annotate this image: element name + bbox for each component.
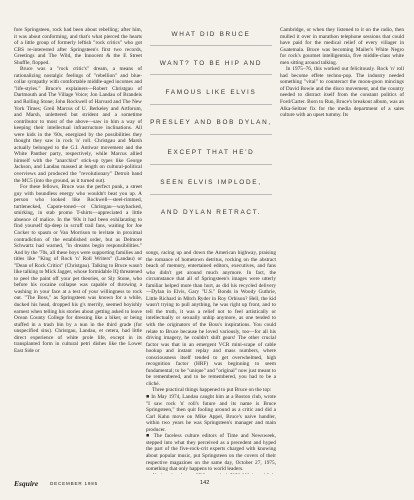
issue-date: DECEMBER 1985 bbox=[50, 480, 98, 486]
pull-quote-divider bbox=[150, 74, 272, 75]
bullet-paragraph: ■ The faceless culture editors of Time and Newsweek, stepped into what they perceived as a precedent and hyped the part of the five-rock-crit experts charged with knowing about popular music, put Springsteen on the covers of their respective magazines on the same day, October 27, 1975, something that only happens to world leaders. bbox=[146, 433, 276, 473]
pull-quote-divider bbox=[150, 134, 272, 135]
pull-quote bbox=[146, 27, 276, 245]
page-number: 142 bbox=[200, 480, 210, 486]
pull-quote-line: WHAT DID BRUCE bbox=[171, 31, 251, 38]
page-footer bbox=[14, 479, 404, 491]
body-paragraph: songs, racing up and down the American highway, praising the romance of hometown detritus, rocking on the abstract beach of memory, entertained editors, executives, and fans who didn't get around much anymore. In fact, the circumstance that all of Springsteen's images were utterly familiar helped more than hurt, as did his recycled delivery—Dylan in Elvis, Gary "U.S." Bonds in Woody Guthrie, Little Richard in Mitch Ryder in Roy Orbison? Hell, the kid wasn't trying to pull anything, he was right up front, and to tell the truth, it was a relief not to feel artistically or intellectually or sexually unhip anymore, as one tended to with the originators of the Boss's inspirations. You could relate to Bruce because he loved variously, too—for all his driving imagery, he couldn't shift gears! The other crucial factor was that in an emergent VCR mini-scape of cable hookup and instant replay and mass numbers, where consciousness itself tended to get overwhelmed, high recognition factor (HRF) was beginning to seem fundamental; to be "unique" and "original" now just meant to be remembered, and to be remembered, you had to be a cliché. bbox=[146, 250, 276, 387]
body-paragraph: Bruce was a "rock critic's" dream, a means of rationalizing nostalgic feelings of "rebellion" and blue-collar sympathy with comfortable middle-aged incomes and "life-styles." Bruce's explainers—Robert Christgau of Dartmouth and The Village Voice; Jon Landau of Brandeis and Rolling Stone; John Rockwell of Harvard and The New York Times; Greil Marcus of U. Berkeley and Artforum, and Marsh, unlettered but strident and a sometime contributor to most of the above—saw in him a way of keeping their intellectual infrastructure inclinations. All were kids in the '60s, energized by the possibilities they thought they saw in rock 'n' roll. Christgau and Marsh actually belonged to the G.I. Antiwar movement and the White Panther party, respectively, while Marcus allied himself with the "anarchist" stick-up types like George Jackson, and Landau massed at length on cultural-political overviews and produced the "revolutionary" Detroit band the MC5 (into the ground, as it turned out). bbox=[14, 66, 142, 184]
pull-quote-divider bbox=[150, 104, 272, 105]
magazine-name: Esquire bbox=[14, 479, 39, 488]
pull-quote-divider bbox=[150, 45, 272, 46]
pull-quote-line: AND DYLAN RETRACT. bbox=[160, 209, 262, 216]
pull-quote-line: WANT? TO BE HIP AND bbox=[159, 60, 263, 67]
bullet-paragraph: ■ In May 1974, Landau caught him at a Boston club, wrote "I saw rock 'n' roll's future and its name is Bruce Springsteen," then quit fooling around as a critic and did a Carl Kahn move on Mike Appel, Bruce's naive handler, within two years he was Springsteen's manager and main producer. bbox=[146, 394, 276, 433]
pull-quote-divider bbox=[150, 194, 272, 195]
pull-quote-line: FAMOUS LIKE ELVIS bbox=[165, 89, 257, 96]
body-paragraph: Three practical things happened to put Bruce on the top: bbox=[152, 387, 272, 394]
left-text-column bbox=[14, 27, 142, 474]
right-text-column bbox=[280, 27, 404, 474]
pull-quote-line: SEEN ELVIS IMPLODE, bbox=[160, 179, 262, 186]
bullet-paragraph bbox=[146, 473, 276, 474]
body-paragraph: For these fellows, Bruce was the perfect punk, a street guy with boundless energy who wouldn't beat you up. A person who looked like Rockwell—steel-rimmed, turtlenecked, Capote-toned—or Christgau—waybacked, smirking, in stab promo T-shirts—appreciated a little absence of malice. In the '60s it had been exhilarating to find yourself tip-deep in scruff trail fans, waiting for Joe Cocker to spasm or Van Morrison to levitate in proximal contradiction of the established order, but as Delmore Schwartz had warned, "in dreams begin responsibilities." And by the '70s, all these boys were supporting families and titles like "King of Rock 'n' Roll Writers" (Landau) or "Dean of Rock Critics" (Christgau). Talking to Bruce wasn't like talking to Mick Jagger, whose formidable IQ threatened to peel the paint off your pet theories, or Sly Stone, who before his cocaine collapse was capable of throwing a washing in your face at a test of your willingness to rock out. "The Boss," as Springsteen was known for a while, ducked his head, dropped his g's merrily, seemed boyishly earnest when telling his stories about getting asked to leave Ocean County College for dressing like a biker, or being stuffed in a trash bin by a nun in the third grade (for unspecified sins). Christgau, Landau, et cetera, had little direct experience of white prole life, except in its transplanted form in cultural petri dishes like the Lower East Side or bbox=[14, 184, 142, 354]
pull-quote-line: EXCEPT THAT HE'D bbox=[167, 149, 255, 156]
pull-quote-line: PRESLEY AND BOB DYLAN, bbox=[150, 119, 272, 126]
body-paragraph: In 1975–76, this worked out felicitously. Rock 'n' roll had become effete techno-pop. The industry needed something "vital" to counteract the moon-goon mincings of David Bowie and the disco movement, and the country needed to distract itself from the constant politics of Ford/Carter. Born to Run, Bruce's breakout album, was an Alka-Seltzer fix for the media department of a sales culture with an upset tummy. Its bbox=[280, 66, 404, 119]
body-paragraph: Cambridge, or when they listened to it on the radio, then mulled it over in marathon telephone sessions that could have paid for the medical relief of every villager in Guatemala. Bruce was becoming Mailer's White Negro for rock's gourmet intelligentsia, five middle-class white men sitting around talking. bbox=[280, 27, 404, 66]
pull-quote-divider bbox=[150, 164, 272, 165]
body-paragraph: fore Springsteen, rock had been about rebelling; after him, it was about conforming, and that's what pierced the hearts of a little group of formerly leftish "rock critics" who got CBS re-interested after Springsteen's first two records, Greetings and The Wild, the Innocent & the E Street Shuffle, flopped. bbox=[14, 27, 142, 66]
middle-text-column bbox=[146, 250, 276, 474]
